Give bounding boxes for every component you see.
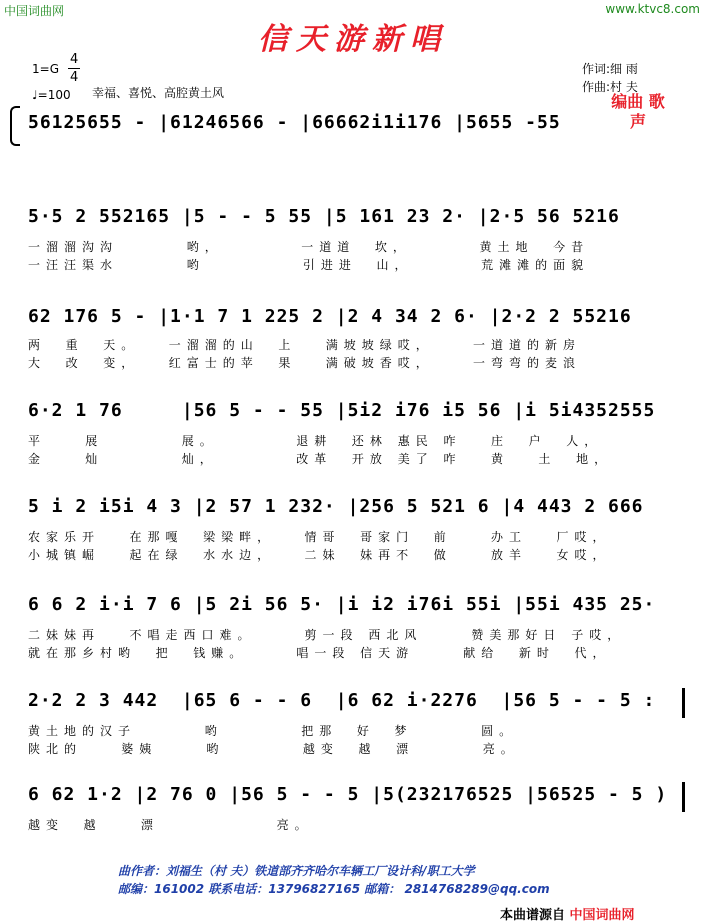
system-bracket bbox=[10, 106, 20, 146]
site-logo-left[interactable]: 中国词曲网 bbox=[4, 4, 65, 18]
composer-credit: 作曲:村 夫 bbox=[582, 80, 638, 94]
stave-notes: 2·2 2 3 442 |65 6 - - 6 |6 62 i·2276 |56 5 - - 5 : bbox=[28, 690, 656, 711]
style-marking: 幸福、喜悦、高腔黄土风 bbox=[92, 86, 225, 100]
stave-3 bbox=[18, 398, 680, 432]
tempo-marking: ♩=100 bbox=[32, 88, 71, 102]
stave-4 bbox=[18, 494, 680, 528]
lyric-verse2-line5: 就在那乡村哟 把 钱赚。 唱一段 信天游 献给 新时 代， bbox=[28, 646, 611, 660]
lyric-verse1-line3: 平 展 展。 退耕 还林 惠民 咋 庄 户 人， bbox=[28, 434, 603, 448]
stave-5 bbox=[18, 592, 680, 626]
stave-notes: 6 62 1·2 |2 76 0 |56 5 - - 5 |5(232176525 |56525 - 5 ) bbox=[28, 784, 668, 805]
lyric-verse2-line2: 大 改 变， 红富士的苹 果 满破坡香哎， 一弯弯的麦浪 bbox=[28, 356, 582, 370]
site-url-right[interactable]: www.ktvc8.com bbox=[605, 2, 700, 16]
source-site-link[interactable]: 中国词曲网 bbox=[569, 908, 635, 923]
lyric-coda: 越变 越 漂 亮。 bbox=[28, 818, 313, 832]
stave-notes: 62 176 5 - |1·1 7 1 225 2 |2 4 34 2 6· |2·2 2 55216 bbox=[28, 306, 632, 327]
stave-notes: 5·5 2 552165 |5 - - 5 55 |5 161 23 2· |2·5 56 5216 bbox=[28, 206, 620, 227]
stave-notes: 6 6 2 i·i 7 6 |5 2i 56 5· |i i2 i76i 55i |55i 435 25· bbox=[28, 594, 656, 615]
stave-1 bbox=[18, 204, 680, 238]
final-barline bbox=[682, 782, 685, 812]
contact-info: 邮编：161002 联系电话：13796827165 邮箱： 2814768289@qq.com bbox=[118, 882, 550, 896]
lyric-verse1-line4: 农家乐开 在那嘎 梁梁畔， 情哥 哥家门 前 办工 厂哎， bbox=[28, 530, 611, 544]
lyric-verse2-line6: 陕北的 婆姨 哟 越变 越 漂 亮。 bbox=[28, 742, 519, 756]
stave-notes: 5 i 2 i5i 4 3 |2 57 1 232· |256 5 521 6 |4 443 2 666 bbox=[28, 496, 644, 517]
lyric-verse1-line5: 二妹妹再 不唱走西口难。 剪一段 西北风 赞美那好日 子哎， bbox=[28, 628, 626, 642]
lyricist-credit: 作词:细 雨 bbox=[582, 62, 638, 76]
lyric-verse1-line1: 一溜溜沟沟 哟， 一道道 坎， 黄土地 今昔 bbox=[28, 240, 590, 254]
lyric-verse1-line6: 黄土地的汉子 哟 把那 好 梦 圆。 bbox=[28, 724, 518, 738]
stave-6 bbox=[18, 688, 680, 722]
lyric-verse2-line4: 小城镇崛 起在绿 水水边， 二妹 妹再不 做 放羊 女哎， bbox=[28, 548, 611, 562]
repeat-barline bbox=[682, 688, 685, 718]
lyric-verse2-line3: 金 灿 灿， 改革 开放 美了 咋 黄 土 地， bbox=[28, 452, 613, 466]
lyric-verse2-line1: 一汪汪渠水 哟 引进进 山， 荒滩滩的面貌 bbox=[28, 258, 590, 272]
stave-notes: 6·2 1 76 |56 5 - - 55 |5i2 i76 i5 56 |i 5i4352555 bbox=[28, 400, 656, 421]
time-signature-top: 4 bbox=[70, 52, 79, 67]
red-seal-stamp: 编曲 歌声 bbox=[611, 92, 665, 131]
stave-notes: 56125655 - |61246566 - |66662i1i176 |5655 -55 bbox=[28, 112, 573, 133]
stave-2 bbox=[18, 304, 680, 338]
song-title: 信天游新唱 bbox=[258, 22, 448, 57]
stave-coda bbox=[18, 782, 680, 816]
stave-intro bbox=[18, 110, 680, 144]
composer-info: 曲作者：刘福生（村 夫）铁道部齐齐哈尔车辆工厂设计科/职工大学 bbox=[118, 864, 475, 878]
time-signature-line bbox=[68, 68, 80, 69]
source-note bbox=[500, 904, 635, 923]
lyric-verse1-line2: 两 重 天。 一溜溜的山 上 满坡坡绿哎， 一道道的新房 bbox=[28, 338, 582, 352]
time-signature-bottom: 4 bbox=[70, 70, 79, 85]
source-label: 本曲谱源自 bbox=[500, 908, 566, 923]
key-signature: 1=G bbox=[32, 62, 59, 76]
